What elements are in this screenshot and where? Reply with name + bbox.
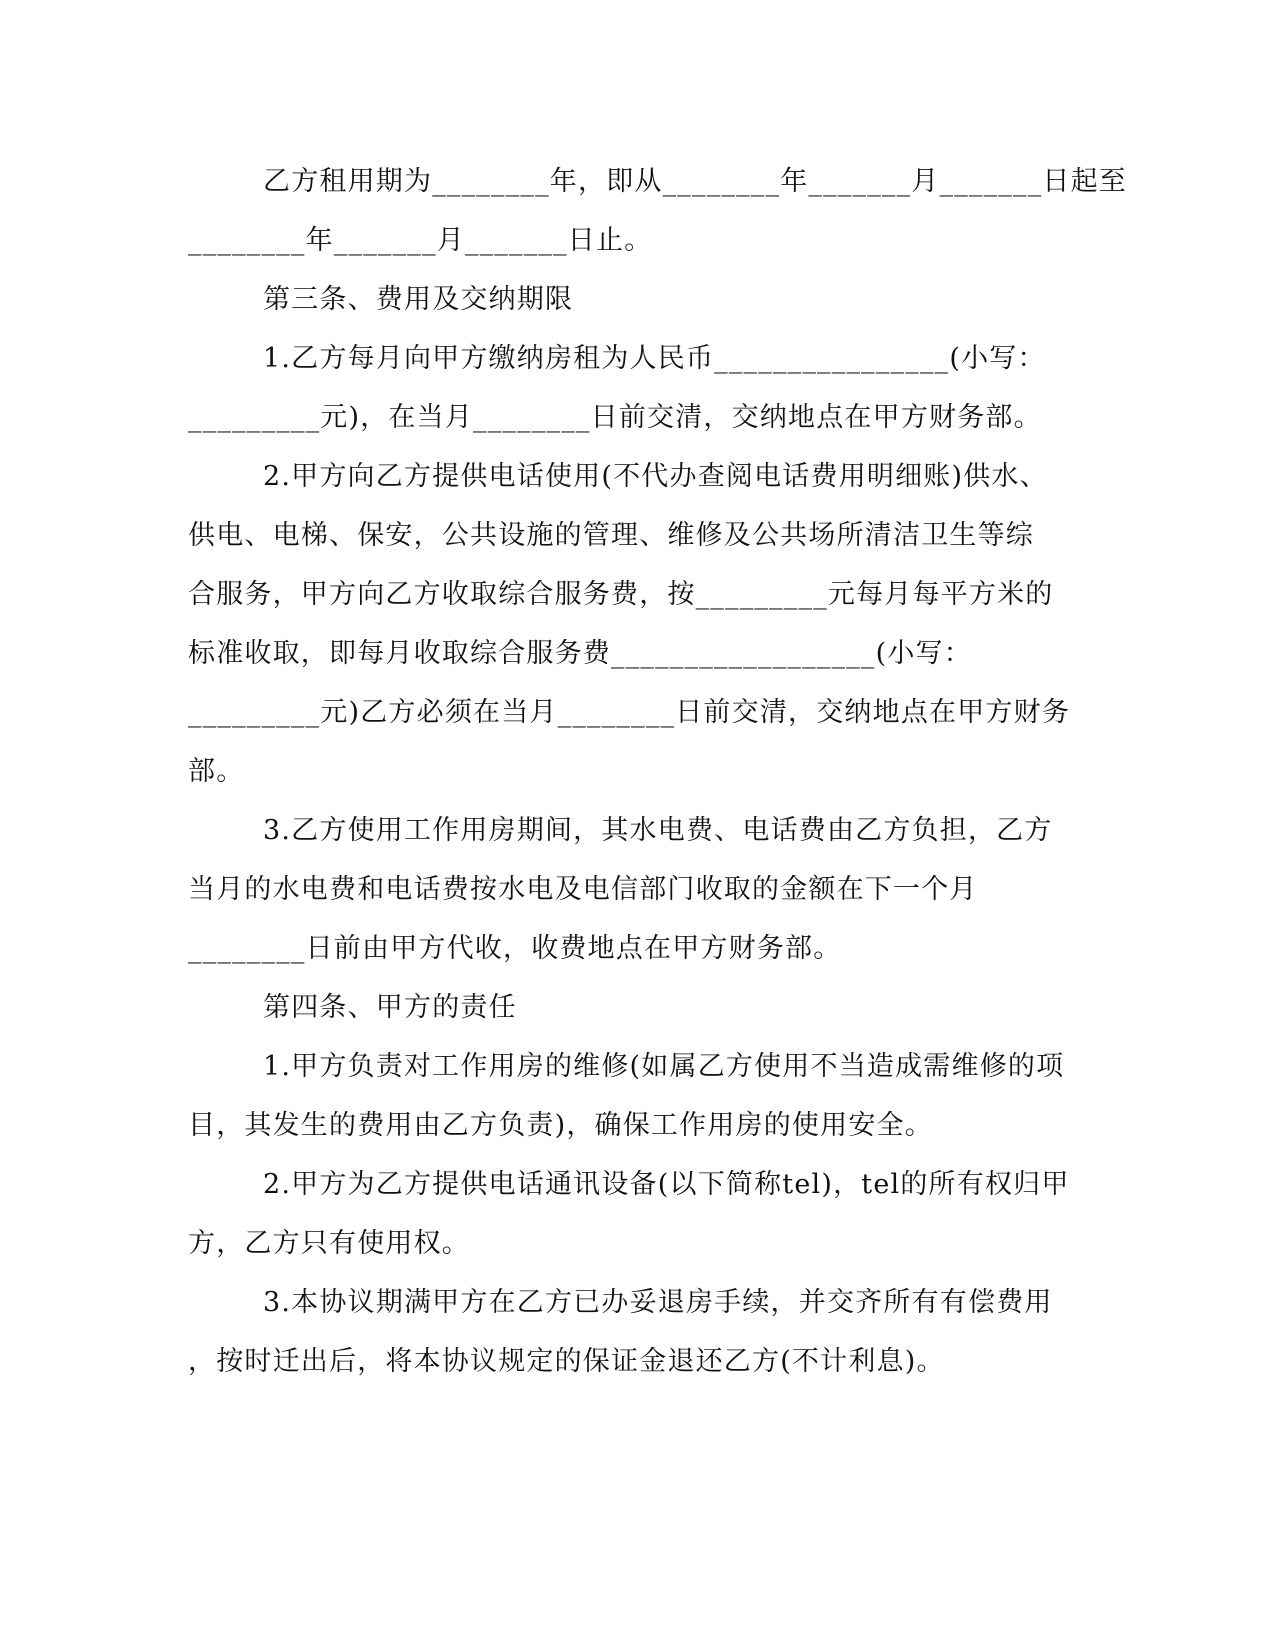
text-line: 2.甲方为乙方提供电话通讯设备(以下简称tel)，tel的所有权归甲 (263, 1169, 1070, 1200)
text-line: 当月的水电费和电话费按水电及电信部门收取的金额在下一个月 (188, 874, 978, 905)
text-line: 供电、电梯、保安，公共设施的管理、维修及公共场所清洁卫生等综 (188, 520, 1034, 551)
text-line: 部。 (188, 756, 245, 787)
text-line: ________年_______月_______日止。 (188, 225, 653, 256)
text-line: _________元)，在当月________日前交清，交纳地点在甲方财务部。 (188, 402, 1042, 433)
text-line: 目，其发生的费用由乙方负责)，确保工作用房的使用安全。 (188, 1110, 933, 1141)
section-heading: 第三条、费用及交纳期限 (263, 284, 574, 315)
text-line: 乙方租用期为________年，即从________年_______月_______日起至 (263, 166, 1127, 197)
text-line: 1.乙方每月向甲方缴纳房租为人民币________________(小写： (263, 343, 1046, 374)
text-line: 合服务，甲方向乙方收取综合服务费，按_________元每月每平方米的 (188, 579, 1054, 610)
text-line: _________元)乙方必须在当月________日前交清，交纳地点在甲方财务 (188, 697, 1071, 728)
text-line: 1.甲方负责对工作用房的维修(如属乙方使用不当造成需维修的项 (263, 1051, 1065, 1082)
text-line: ________日前由甲方代收，收费地点在甲方财务部。 (188, 933, 842, 964)
text-line: 方，乙方只有使用权。 (188, 1228, 470, 1259)
section-heading: 第四条、甲方的责任 (263, 992, 517, 1023)
text-line: ，按时迁出后，将本协议规定的保证金退还乙方(不计利息)。 (188, 1346, 945, 1377)
text-line: 3.本协议期满甲方在乙方已办妥退房手续，并交齐所有有偿费用 (263, 1287, 1053, 1318)
text-line: 2.甲方向乙方提供电话使用(不代办查阅电话费用明细账)供水、 (263, 461, 1048, 492)
text-line: 3.乙方使用工作用房期间，其水电费、电话费由乙方负担，乙方 (263, 815, 1053, 846)
text-line: 标准收取，即每月收取综合服务费__________________(小写： (188, 638, 972, 669)
